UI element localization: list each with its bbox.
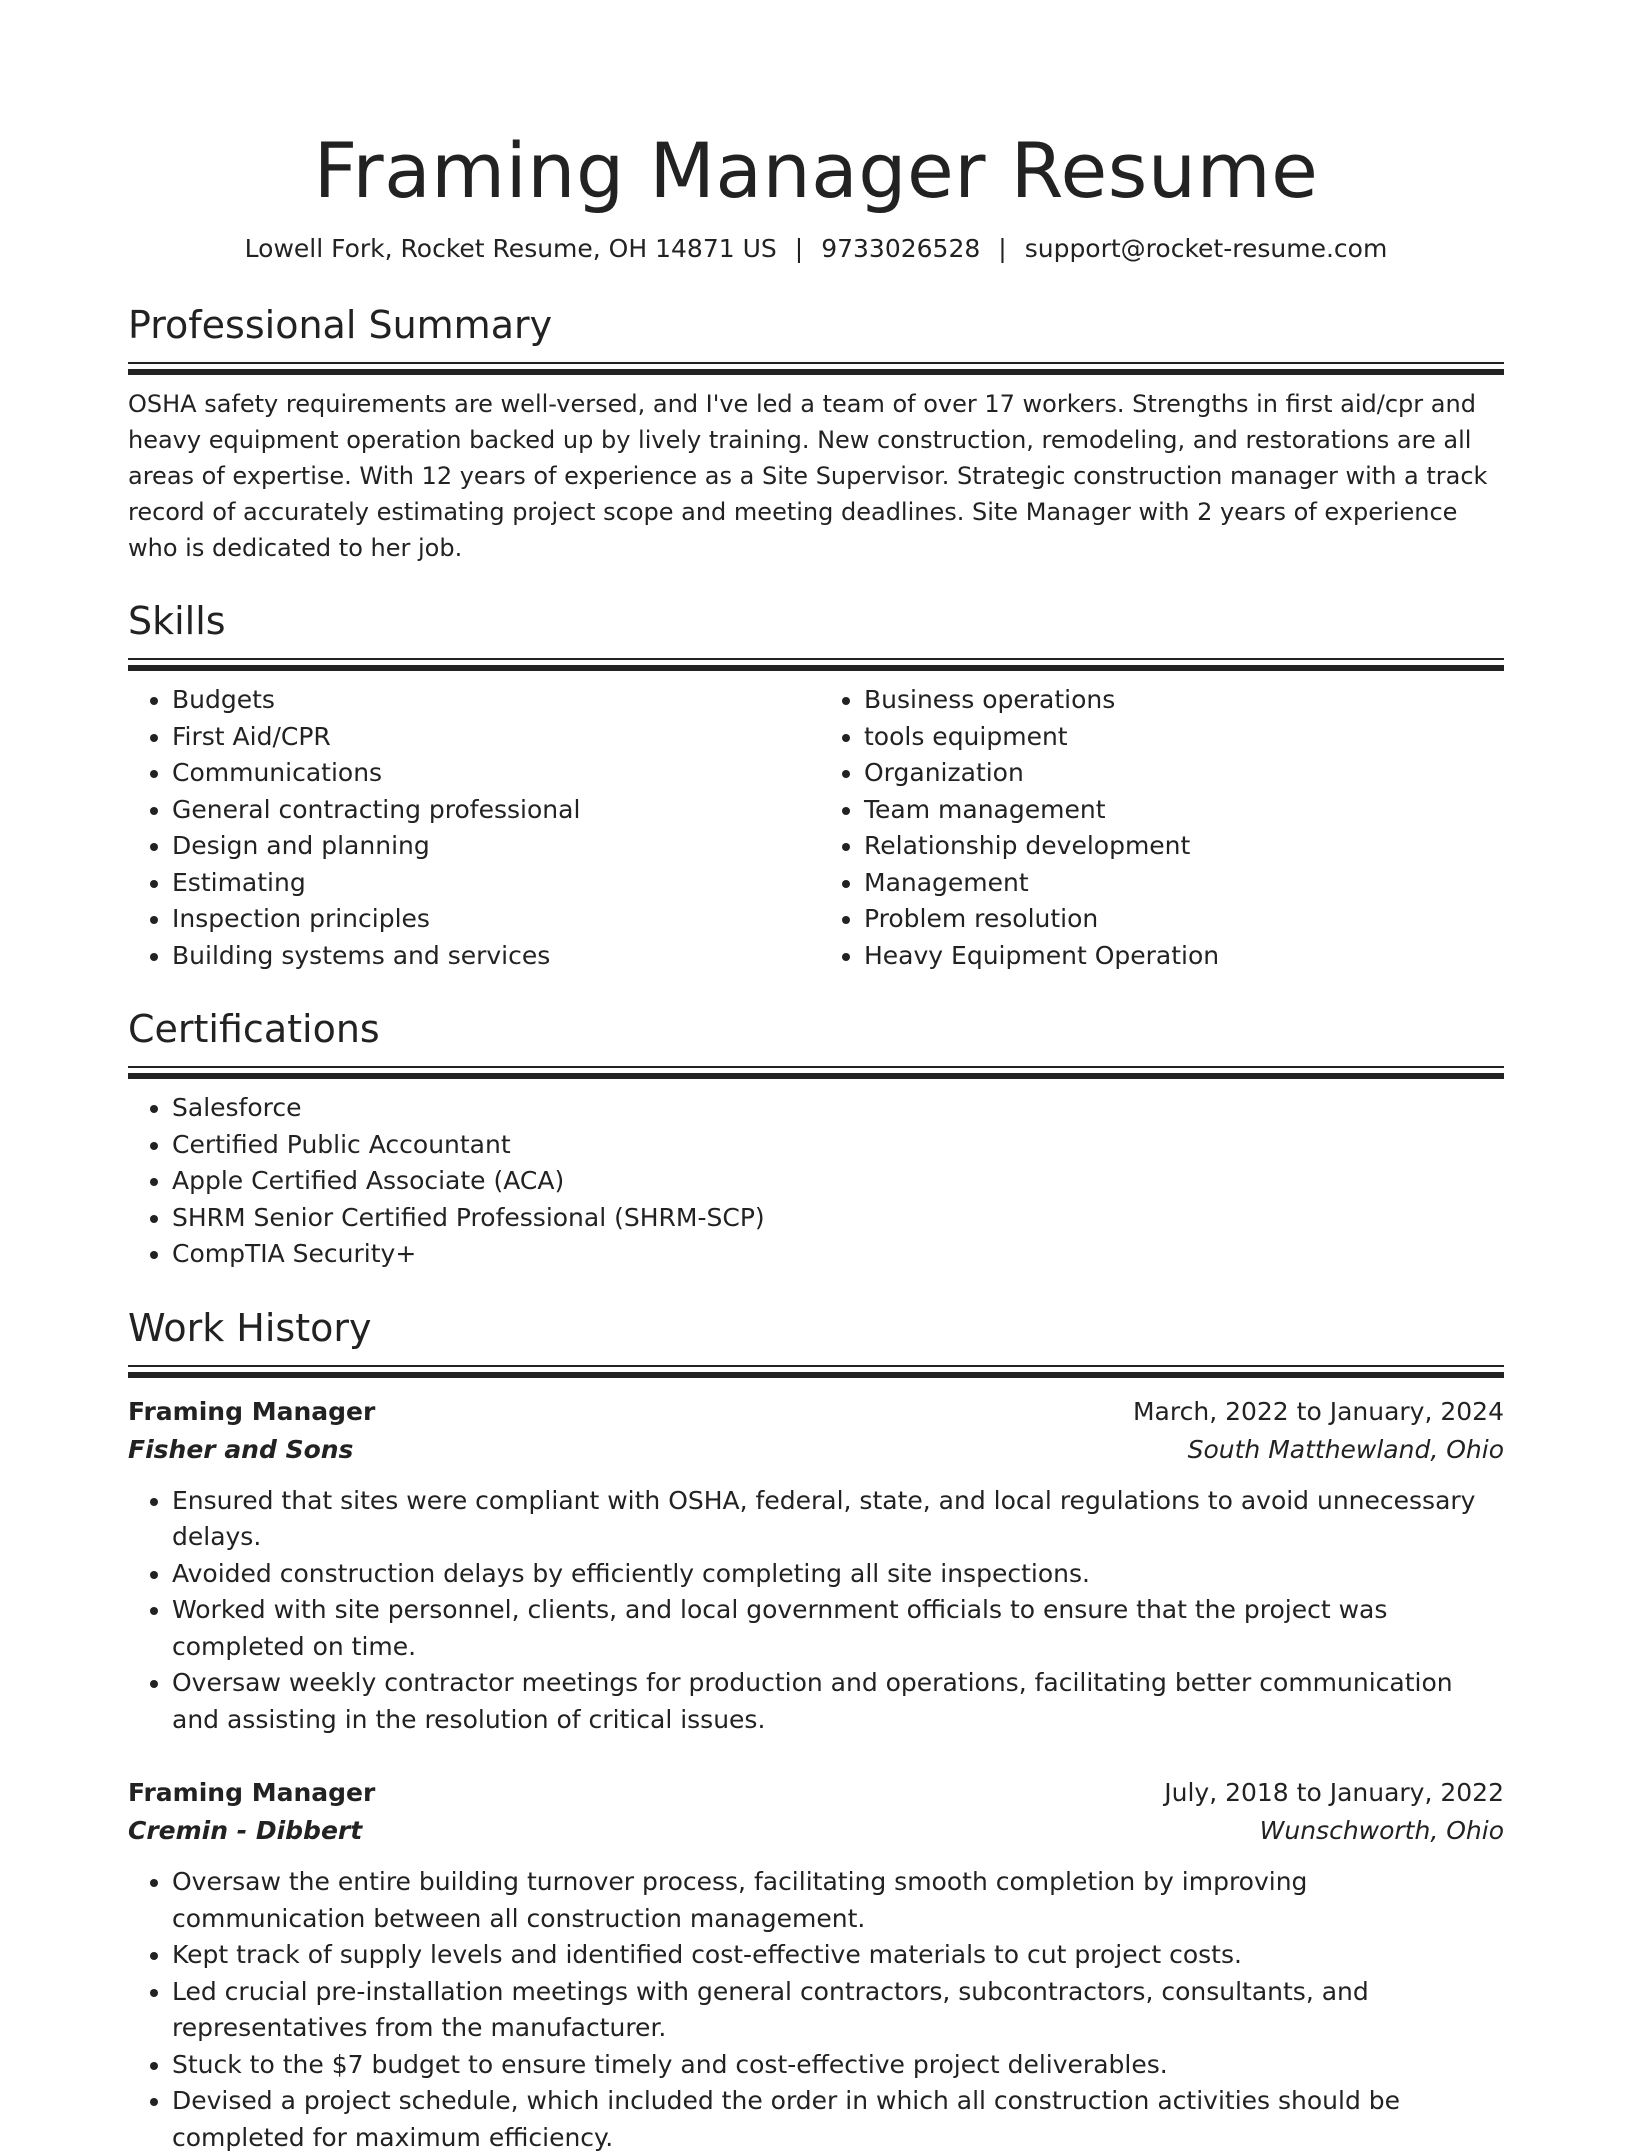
skill-item: • Building systems and services: [172, 938, 816, 975]
certifications-heading: Certifications: [128, 1004, 1504, 1054]
job-location: Wunschworth, Ohio: [1260, 1812, 1504, 1850]
job-bullet: • Worked with site personnel, clients, and local government officials to ensure that the project was completed on time.: [172, 1592, 1504, 1665]
skill-item: • General contracting professional: [172, 792, 816, 829]
certifications-section: [128, 1004, 1504, 1273]
skill-item: • Team management: [864, 792, 1504, 829]
summary-text: OSHA safety requirements are well-versed, and I've led a team of over 17 workers. Strengths in first aid/cpr and heavy equipment operation backed up by lively training. New construction, remodeling, and restorations are all areas of expertise. With 12 years of experience as a Site Supervisor. Strategic construction manager with a track record of accurately estimating project scope and meeting deadlines. Site Manager with 2 years of experience who is dedicated to her job.: [128, 386, 1504, 566]
contact-phone[interactable]: 9733026528: [821, 234, 980, 263]
work-history-section: [128, 1303, 1504, 2156]
skills-heading: Skills: [128, 596, 1504, 646]
certification-item: • CompTIA Security+: [172, 1236, 1504, 1273]
job-title: Framing Manager: [128, 1774, 375, 1812]
summary-section: [128, 300, 1504, 566]
skill-item: • Communications: [172, 755, 816, 792]
skills-section: [128, 596, 1504, 974]
skill-item: • Management: [864, 865, 1504, 902]
skill-item: • Design and planning: [172, 828, 816, 865]
job-dates: July, 2018 to January, 2022: [1164, 1774, 1504, 1812]
skill-item: • Problem resolution: [864, 901, 1504, 938]
skill-item: • Relationship development: [864, 828, 1504, 865]
job-bullet: • Oversaw the entire building turnover process, facilitating smooth completion by improving communication between all construction management.: [172, 1864, 1504, 1937]
job-header-row: [128, 1774, 1504, 1812]
certification-item: • Certified Public Accountant: [172, 1127, 1504, 1164]
skill-item: • Heavy Equipment Operation: [864, 938, 1504, 975]
section-divider: [128, 658, 1504, 670]
job-company: Cremin - Dibbert: [128, 1812, 362, 1850]
certifications-list: [128, 1090, 1504, 1273]
skill-item: • First Aid/CPR: [172, 719, 816, 756]
job-bullet: • Avoided construction delays by efficiently completing all site inspections.: [172, 1556, 1504, 1593]
job-title: Framing Manager: [128, 1393, 375, 1431]
job-company-row: [128, 1431, 1504, 1469]
job-bullet: • Ensured that sites were compliant with OSHA, federal, state, and local regulations to avoid unnecessary delays.: [172, 1483, 1504, 1556]
skills-grid: [128, 670, 1504, 974]
job-bullets: [128, 1864, 1504, 2156]
job-company: Fisher and Sons: [128, 1431, 353, 1469]
certification-item: • SHRM Senior Certified Professional (SHRM-SCP): [172, 1200, 1504, 1237]
skills-list-left: [128, 682, 816, 974]
skill-item: • Budgets: [172, 682, 816, 719]
job-bullet: • Stuck to the $7 budget to ensure timely and cost-effective project deliverables.: [172, 2047, 1504, 2084]
contact-address: Lowell Fork, Rocket Resume, OH 14871 US: [245, 234, 777, 263]
contact-separator: |: [777, 234, 821, 263]
job-entry: [128, 1393, 1504, 1739]
contact-email[interactable]: support@rocket-resume.com: [1025, 234, 1388, 263]
job-entry: [128, 1774, 1504, 2156]
contact-separator: |: [980, 234, 1024, 263]
section-divider: [128, 1066, 1504, 1078]
job-header-row: [128, 1393, 1504, 1431]
job-bullet: • Led crucial pre-installation meetings with general contractors, subcontractors, consultants, and representatives from the manufacturer.: [172, 1974, 1504, 2047]
skill-item: • Inspection principles: [172, 901, 816, 938]
job-bullets: [128, 1483, 1504, 1739]
skill-item: • Organization: [864, 755, 1504, 792]
skill-item: • Estimating: [172, 865, 816, 902]
summary-heading: Professional Summary: [128, 300, 1504, 350]
job-bullet: • Kept track of supply levels and identified cost-effective materials to cut project costs.: [172, 1937, 1504, 1974]
section-divider: [128, 1365, 1504, 1377]
skills-list-right: [816, 682, 1504, 974]
job-dates: March, 2022 to January, 2024: [1133, 1393, 1504, 1431]
job-location: South Matthewland, Ohio: [1188, 1431, 1504, 1469]
section-divider: [128, 362, 1504, 374]
job-bullet: • Oversaw weekly contractor meetings for production and operations, facilitating better communication and assisting in the resolution of critical issues.: [172, 1665, 1504, 1738]
job-bullet: • Devised a project schedule, which included the order in which all construction activities should be completed for maximum efficiency.: [172, 2083, 1504, 2156]
certification-item: • Apple Certified Associate (ACA): [172, 1163, 1504, 1200]
contact-line: [128, 232, 1504, 266]
work-history-heading: Work History: [128, 1303, 1504, 1353]
resume-title: Framing Manager Resume: [128, 0, 1504, 218]
skill-item: • tools equipment: [864, 719, 1504, 756]
certification-item: • Salesforce: [172, 1090, 1504, 1127]
job-company-row: [128, 1812, 1504, 1850]
skill-item: • Business operations: [864, 682, 1504, 719]
